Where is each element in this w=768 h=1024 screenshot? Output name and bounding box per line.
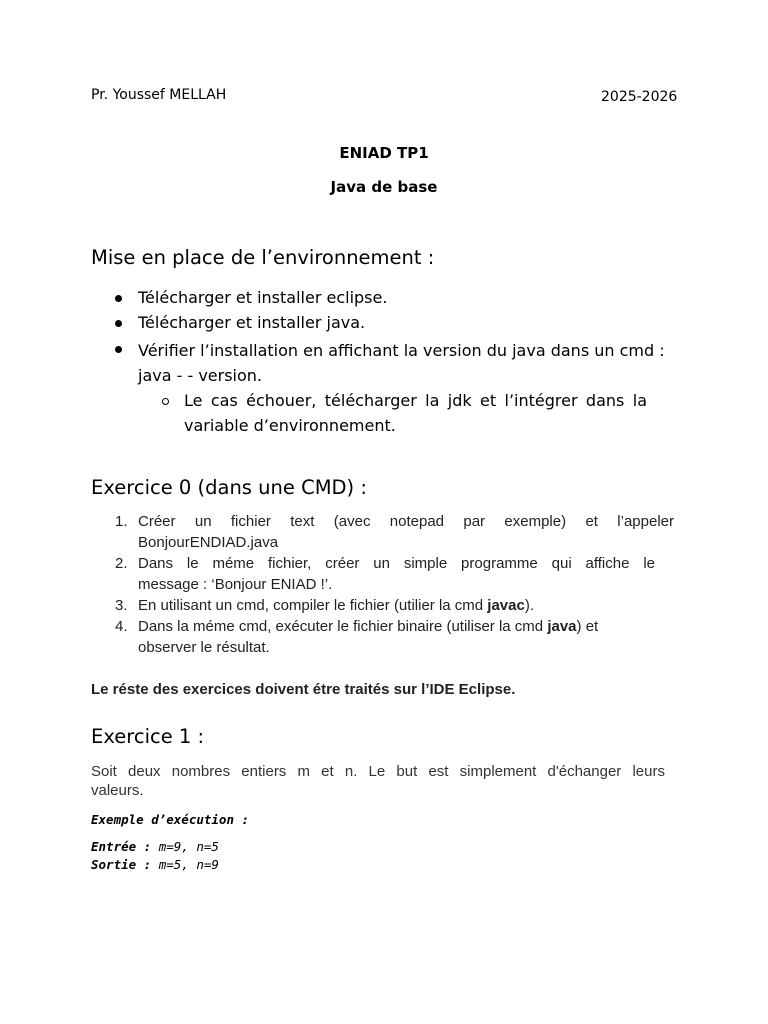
list-item: Vérifier l’installation en affichant la version du java dans un cmd : <box>138 341 665 360</box>
example-output <box>91 857 219 872</box>
list-item: Télécharger et installer java. <box>138 313 366 332</box>
list-item <box>138 597 534 614</box>
list-item: Dans le méme fichier, créer un simple programme qui affiche le <box>138 555 655 572</box>
eclipse-note: Le réste des exercices doivent étre traités sur l’IDE Eclipse. <box>91 681 516 698</box>
example-label: Exemple d’exécution : <box>91 812 250 827</box>
output-label: Sortie : <box>91 857 152 872</box>
list-number: 4. <box>115 618 128 635</box>
list-item: Télécharger et installer eclipse. <box>138 288 388 307</box>
command-name: javac <box>487 597 525 614</box>
output-value: m=5, n=9 <box>158 857 219 872</box>
exercise-description-continuation: valeurs. <box>91 782 144 799</box>
bullet-icon <box>115 320 122 327</box>
list-item-continuation: BonjourENDIAD.java <box>138 534 279 551</box>
command-name: java <box>547 618 577 635</box>
list-item-continuation: java - - version. <box>138 366 263 385</box>
bullet-icon <box>115 346 122 353</box>
section-heading-exercice-1: Exercice 1 : <box>91 725 205 748</box>
list-item-text: Dans la méme cmd, exécuter le fichier binaire (utiliser la cmd <box>138 618 548 635</box>
sub-list-item: Le cas échouer, télécharger la jdk et l’intégrer dans la <box>184 391 647 410</box>
sub-list-item-continuation: variable d’environnement. <box>184 416 396 435</box>
academic-year: 2025-2026 <box>601 89 678 105</box>
list-item-text: En utilisant un cmd, compiler le fichier (utilier la cmd <box>138 597 488 614</box>
list-item-continuation: message : ‘Bonjour ENIAD !’. <box>138 576 333 593</box>
list-item: Créer un fichier text (avec notepad par exemple) et l’appeler <box>138 513 674 530</box>
section-heading-exercice-0: Exercice 0 (dans une CMD) : <box>91 476 367 499</box>
list-number: 3. <box>115 597 128 614</box>
doc-subtitle: Java de base <box>330 178 438 196</box>
bullet-icon <box>115 295 122 302</box>
list-item <box>138 618 598 635</box>
input-value: m=9, n=5 <box>158 839 219 854</box>
exercise-description: Soit deux nombres entiers m et n. Le but est simplement d'échanger leurs <box>91 763 665 780</box>
input-label: Entrée : <box>91 839 152 854</box>
sub-bullet-icon <box>162 398 169 405</box>
list-item-continuation: observer le résultat. <box>138 639 270 656</box>
list-item-text: ). <box>524 597 535 614</box>
doc-title: ENIAD TP1 <box>339 144 429 162</box>
list-number: 1. <box>115 513 128 530</box>
example-input <box>91 839 219 854</box>
section-heading-environment: Mise en place de l’environnement : <box>91 246 435 269</box>
list-number: 2. <box>115 555 128 572</box>
author-name: Pr. Youssef MELLAH <box>91 87 227 103</box>
list-item-text: ) et <box>576 618 599 635</box>
